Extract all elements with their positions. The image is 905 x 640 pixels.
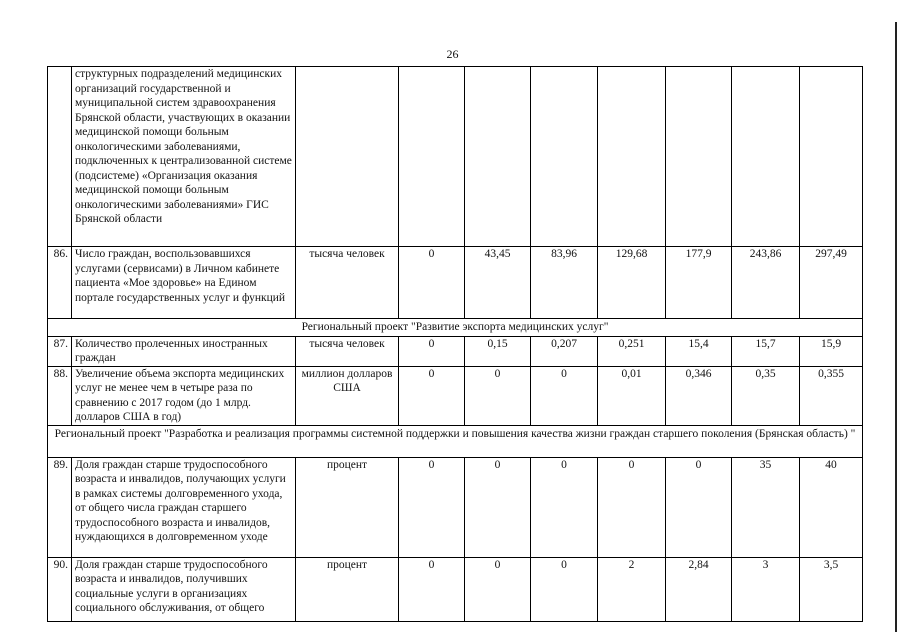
table-row [48,336,863,366]
year-value: 0,15 [465,336,531,366]
unit-of-measure [296,67,399,247]
year-value: 0,355 [800,366,863,425]
year-value: 15,7 [732,336,800,366]
year-value: 3,5 [800,557,863,621]
year-value: 15,4 [666,336,732,366]
year-value: 0,251 [598,336,666,366]
year-value [531,67,598,247]
year-value [598,67,666,247]
row-number: 88. [48,366,72,425]
year-value [465,67,531,247]
table-row [48,366,863,425]
year-value: 35 [732,457,800,557]
indicator-name: структурных подразделений медицинских организаций государственной и муниципальной систем здравоохранения Брянской области, участвующих в оказании медицинской помощи больным онкологическими заболеваниями, подключенных к централизованной системе (подсистеме) «Организация оказания медицинской помощи больным онкологическими заболеваниями» ГИС Брянской области [72,67,296,247]
year-value: 297,49 [800,247,863,319]
indicator-name: Увеличение объема экспорта медицинских услуг не менее чем в четыре раза по сравнению с 2017 годом (до 1 млрд. долларов США в год) [72,366,296,425]
year-value: 0,207 [531,336,598,366]
year-value: 0 [465,557,531,621]
year-value: 0 [399,457,465,557]
page-number: 26 [446,47,459,61]
year-value: 15,9 [800,336,863,366]
year-value: 0,01 [598,366,666,425]
indicator-name: Число граждан, воспользовавшихся услугами (сервисами) в Личном кабинете пациента «Мое здоровье» на Едином портале государственных услуг и функций [72,247,296,319]
year-value: 0 [399,336,465,366]
year-value: 0 [598,457,666,557]
unit-of-measure: тысяча человек [296,336,399,366]
year-value: 0 [465,366,531,425]
year-value: 3 [732,557,800,621]
year-value: 2,84 [666,557,732,621]
table-row [48,557,863,621]
table-row [48,67,863,247]
row-number [48,67,72,247]
indicator-name: Количество пролеченных иностранных граждан [72,336,296,366]
row-number: 90. [48,557,72,621]
year-value: 2 [598,557,666,621]
year-value: 243,86 [732,247,800,319]
year-value: 40 [800,457,863,557]
unit-of-measure: процент [296,557,399,621]
unit-of-measure: миллион долларов США [296,366,399,425]
table-row [48,247,863,319]
year-value: 0 [666,457,732,557]
unit-of-measure: тысяча человек [296,247,399,319]
year-value: 0 [531,366,598,425]
section-row [48,425,863,457]
year-value: 83,96 [531,247,598,319]
indicator-name: Доля граждан старше трудоспособного возраста и инвалидов, получающих услуги в рамках системы долговременного ухода, от общего числа граждан старшего трудоспособного возраста и инвалидов, нуждающихся в долговременном уходе [72,457,296,557]
year-value: 0 [465,457,531,557]
year-value: 0,346 [666,366,732,425]
row-number: 86. [48,247,72,319]
year-value: 0 [531,557,598,621]
year-value [666,67,732,247]
year-value [399,67,465,247]
indicator-name: Доля граждан старше трудоспособного возраста и инвалидов, получивших социальные услуги в организациях социального обслуживания, от общего [72,557,296,621]
year-value: 177,9 [666,247,732,319]
indicator-table [47,66,863,622]
year-value: 0 [399,247,465,319]
year-value: 0 [531,457,598,557]
row-number: 89. [48,457,72,557]
year-value: 43,45 [465,247,531,319]
unit-of-measure: процент [296,457,399,557]
section-row [48,319,863,337]
year-value [800,67,863,247]
year-value: 0 [399,366,465,425]
scan-edge-line [895,22,897,632]
section-title: Региональный проект "Разработка и реализация программы системной поддержки и повышения качества жизни граждан старшего поколения (Брянская область) " [48,425,863,457]
year-value [732,67,800,247]
year-value: 0,35 [732,366,800,425]
row-number: 87. [48,336,72,366]
year-value: 129,68 [598,247,666,319]
year-value: 0 [399,557,465,621]
section-title: Региональный проект "Развитие экспорта медицинских услуг" [48,319,863,337]
table-row [48,457,863,557]
table-body [48,67,863,622]
